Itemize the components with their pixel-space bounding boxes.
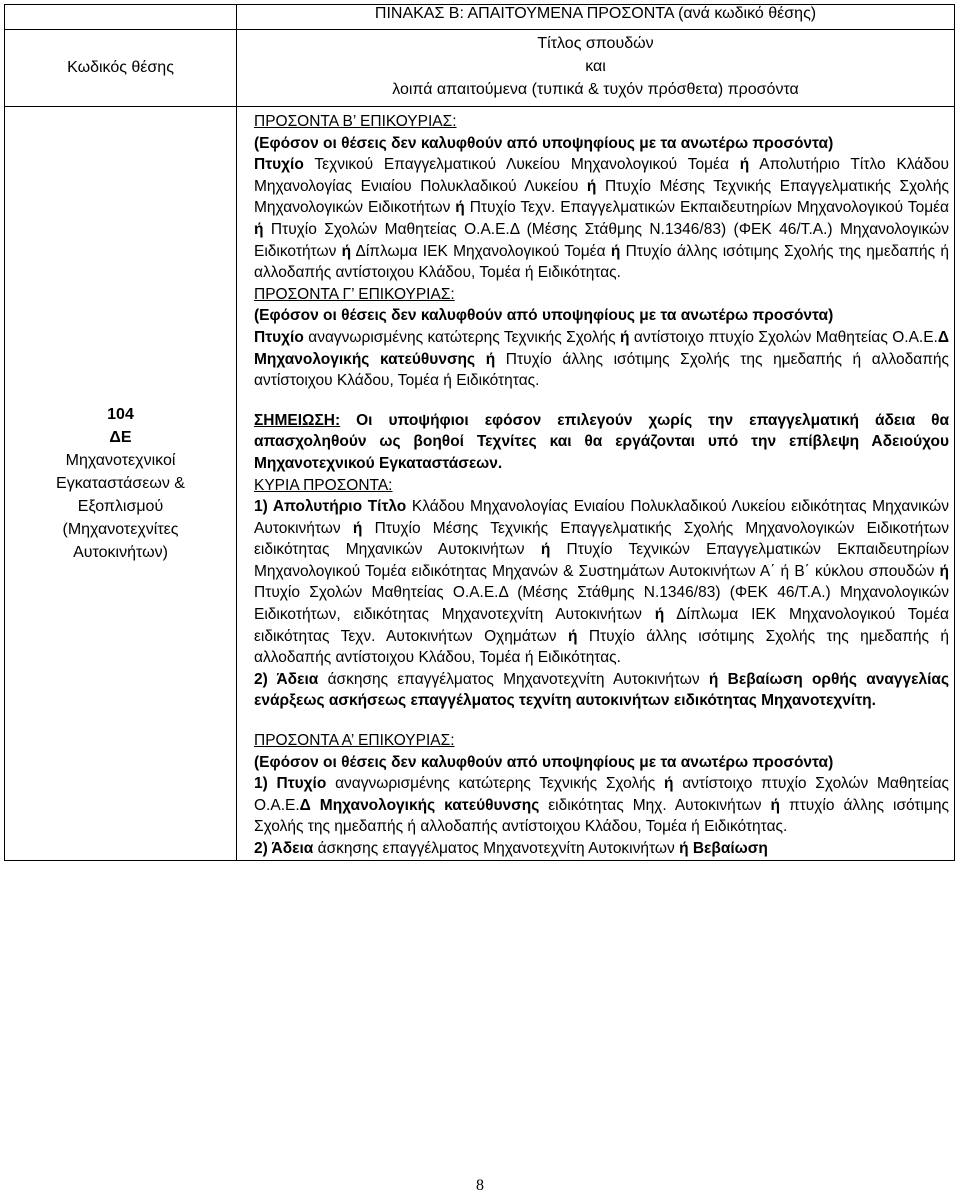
qualifications-table: [4, 4, 955, 861]
position-code: 104: [107, 405, 134, 423]
text-run: Πτυχίο άλλης ισότιμης Σχολής της ημεδαπής ή αλλοδαπής αντίστοιχου Κλάδου, Τομέα ή Ειδικότητας.: [254, 350, 949, 390]
note-label: ΣΗΜΕΙΩΣΗ:: [254, 411, 341, 429]
bold-text-run: ή: [341, 242, 352, 260]
col-code-header: Κωδικός θέσης: [5, 30, 237, 107]
position-name-line: Μηχανοτεχνικοί: [65, 451, 176, 469]
text-run: Πτυχίο άλλης ισότιμης Σχολής της ημεδαπής ή αλλοδαπής αντίστοιχου Κλάδου, Τομέα ή Ειδικότητας.: [254, 627, 949, 667]
bold-text-run: ή: [352, 519, 363, 537]
bold-text-run: ή: [540, 541, 551, 559]
header-row: [5, 30, 955, 107]
bold-text-run: ή Βεβαίωση ορθής αναγγελίας ενάρξεως ασκήσεως επαγγέλματος τεχνίτη αυτοκινήτων ειδικότητας Μηχανοτεχνίτη.: [254, 670, 950, 710]
section-c-heading: ΠΡΟΣΟΝΤΑ Γ’ ΕΠΙΚΟΥΡΙΑΣ:: [254, 285, 455, 303]
position-name-line: (Μηχανοτεχνίτες: [62, 520, 179, 538]
bold-text-run: 2) Άδεια: [254, 840, 314, 857]
bold-text-run: ή: [939, 562, 949, 580]
bold-text-run: ή: [654, 606, 665, 624]
position-row: [5, 107, 955, 861]
bold-text-run: ή Βεβαίωση: [679, 840, 768, 857]
qualifications-cell: [237, 107, 955, 861]
text-run: άσκησης επαγγέλματος Μηχανοτεχνίτη Αυτοκινήτων: [313, 840, 680, 857]
text-run: Πτυχίο Τεχν. Επαγγελματικών Εκπαιδευτηρίων Μηχανολογικού Τομέα: [464, 199, 949, 217]
page-number: 8: [476, 1177, 484, 1194]
text-run: Κλάδου Μηχανολογίας Ενιαίου Πολυκλαδικού Λυκείου ειδικότητας Μηχανικών Αυτοκινήτων: [254, 498, 949, 537]
table-title-row: [5, 5, 955, 30]
section-a-condition: (Εφόσον οι θέσεις δεν καλυφθούν από υποψηφίους με τα ανωτέρω προσόντα): [254, 753, 834, 771]
title-blank-cell: [5, 5, 237, 30]
section-a-qualification-1: [254, 773, 949, 838]
table-title: ΠΙΝΑΚΑΣ Β: ΑΠΑΙΤΟΥΜΕΝΑ ΠΡΟΣΟΝΤΑ (ανά κωδικό θέσης): [237, 5, 955, 30]
text-run: Πτυχίο Μέσης Τεχνικής Επαγγελματικής Σχολής Μηχανολογικών Ειδικοτήτων ειδικότητας Μηχανικών Αυτοκινήτων: [254, 519, 949, 559]
text-run: Τεχνικού Επαγγελματικού Λυκείου Μηχανολογικού Τομέα: [303, 156, 740, 174]
text-run: Απολυτήριο Τίτλο Κλάδου Μηχανολογίας Ενιαίου Πολυκλαδικού Λυκείου: [254, 156, 949, 195]
position-name-line: Αυτοκινήτων): [73, 543, 168, 561]
bold-text-run: 1) Απολυτήριο Τίτλο: [254, 498, 407, 516]
note: [254, 410, 949, 475]
bold-text-run: 1) Πτυχίο: [254, 775, 327, 793]
bold-text-run: ή: [610, 242, 621, 260]
section-b-heading: ΠΡΟΣΟΝΤΑ Β’ ΕΠΙΚΟΥΡΙΑΣ:: [254, 113, 457, 130]
text-run: πτυχίο άλλης ισότιμης Σχολής της ημεδαπής ή αλλοδαπής αντίστοιχου Κλάδου, Τομέα ή Ειδικότητας.: [254, 796, 950, 836]
bold-text-run: ή: [567, 627, 578, 645]
text-run: Πτυχίο Σχολών Μαθητείας Ο.Α.Ε.Δ (Μέσης Στάθμης Ν.1346/83) (ΦΕΚ 46/Τ.Α.) Μηχανολογικών Ειδικοτήτων: [254, 220, 949, 260]
bold-text-run: ή: [664, 775, 674, 793]
text-run: αναγνωρισμένης κατώτερης Τεχνικής Σχολής: [303, 328, 620, 346]
main-qualifications-heading: ΚΥΡΙΑ ΠΡΟΣΟΝΤΑ:: [254, 476, 393, 494]
position-category: ΔΕ: [109, 428, 132, 446]
section-a-qualification-2: [254, 838, 949, 860]
bold-text-run: Δ Μηχανολογικής κατεύθυνσης ή: [254, 328, 950, 368]
text-run: Δίπλωμα ΙΕΚ Μηχανολογικού Τομέα: [351, 242, 611, 260]
text-run: Πτυχίο Μέσης Τεχνικής Επαγγελματικής Σχολής Μηχανολογικών Ειδικοτήτων: [254, 177, 949, 217]
text-run: αναγνωρισμένης κατώτερης Τεχνικής Σχολής: [326, 775, 664, 793]
text-run: Πτυχίο Τεχνικών Επαγγελματικών Εκπαιδευτηρίων Μηχανολογικού Τομέα ειδικότητας Μηχανών & Συστημάτων Αυτοκινήτων Α΄ ή Β΄ κύκλου σπουδών: [254, 541, 950, 580]
main-qualification-1: [254, 496, 949, 669]
bold-text-run: Πτυχίο: [254, 328, 304, 346]
bold-text-run: ή: [455, 199, 465, 217]
bold-text-run: ή: [254, 220, 264, 238]
position-name-line: Εξοπλισμού: [77, 497, 164, 515]
bold-text-run: Πτυχίο: [254, 156, 304, 174]
bold-text-run: ή: [739, 156, 750, 174]
bold-text-run: ή: [770, 796, 780, 814]
note-text: Οι υποψήφιοι εφόσον επιλεγούν χωρίς την επαγγελματική άδεια θα απασχοληθούν ως βοηθοί Τεχνίτες και θα εργάζονται υπό την επίβλεψη Αδειούχου Μηχανοτεχνικού Εγκαταστάσεων.: [254, 411, 949, 472]
col-title-header: Τίτλος σπουδών και λοιπά απαιτούμενα (τυπικά & τυχόν πρόσθετα) προσόντα: [237, 30, 955, 107]
position-name-line: Εγκαταστάσεων &: [56, 474, 185, 492]
section-c-condition: (Εφόσον οι θέσεις δεν καλυφθούν από υποψηφίους με τα ανωτέρω προσόντα): [254, 307, 834, 325]
bold-text-run: ή: [620, 328, 630, 346]
bold-text-run: 2) Άδεια: [254, 670, 319, 688]
text-run: Δίπλωμα ΙΕΚ Μηχανολογικού Τομέα ειδικότητας Τεχν. Αυτοκινήτων Οχημάτων: [254, 606, 949, 645]
text-run: Πτυχίο άλλης ισότιμης Σχολής της ημεδαπής ή αλλοδαπής αντίστοιχου Κλάδου, Τομέα ή Ειδικότητας.: [254, 242, 950, 282]
position-code-cell: [5, 107, 237, 861]
section-a-heading: ΠΡΟΣΟΝΤΑ Α’ ΕΠΙΚΟΥΡΙΑΣ:: [254, 732, 455, 750]
section-b-condition: (Εφόσον οι θέσεις δεν καλυφθούν από υποψηφίους με τα ανωτέρω προσόντα): [254, 134, 834, 152]
bold-text-run: Δ Μηχανολογικής κατεύθυνσης: [299, 796, 540, 814]
text-run: Πτυχίο Σχολών Μαθητείας Ο.Α.Ε.Δ (Μέσης Στάθμης Ν.1346/83) (ΦΕΚ 46/Τ.Α.) Μηχανολογικών Ειδικοτήτων, ειδικότητας Μηχανοτεχνίτη Αυτοκινήτων: [254, 584, 949, 624]
text-run: άσκησης επαγγέλματος Μηχανοτεχνίτη Αυτοκινήτων: [318, 670, 709, 688]
section-b-body: [254, 154, 949, 284]
bold-text-run: ή: [586, 177, 597, 195]
text-run: ειδικότητας Μηχ. Αυτοκινήτων: [539, 796, 771, 814]
text-run: αντίστοιχο πτυχίο Σχολών Μαθητείας Ο.Α.Ε.: [254, 775, 950, 814]
text-run: αντίστοιχο πτυχίο Σχολών Μαθητείας Ο.Α.Ε.: [629, 328, 938, 346]
section-c-body: [254, 327, 949, 392]
main-qualification-2: [254, 669, 949, 712]
